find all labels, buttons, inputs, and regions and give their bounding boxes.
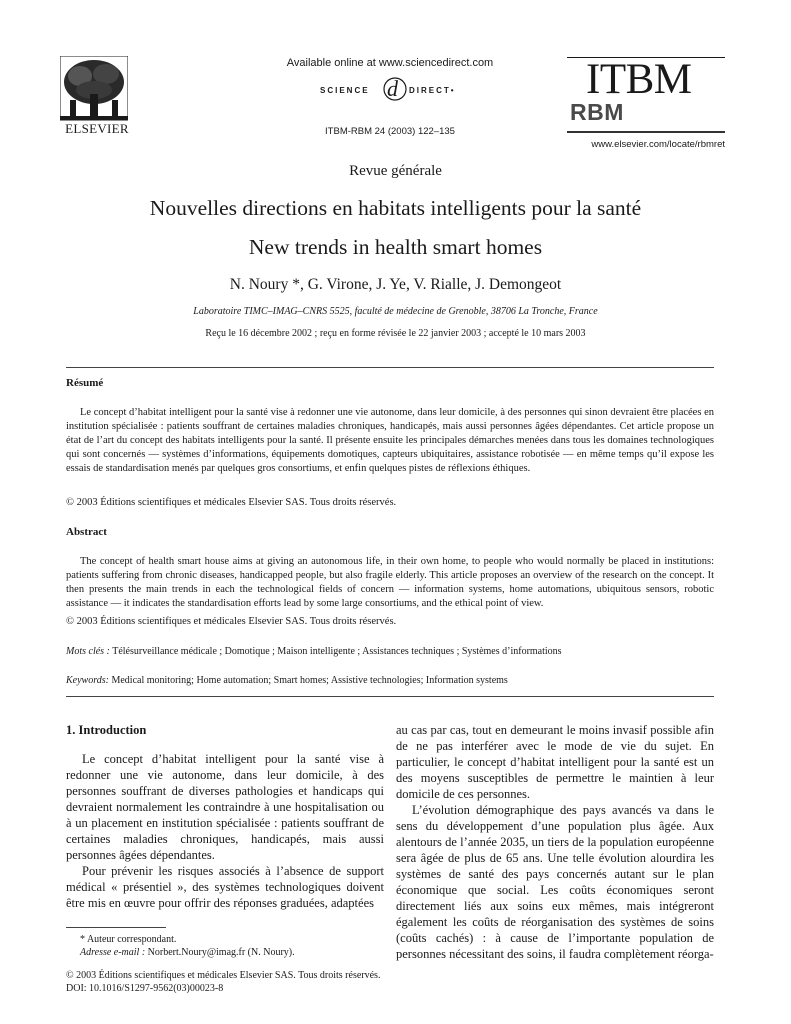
divider bbox=[66, 696, 714, 697]
body-paragraph-continued: au cas par cas, tout en demeurant le moins invasif possible afin de ne pas interférer avec le mode de vie du sujet. En particulier, le concept d’habitat intelligent pour la santé est un des moyens susceptibles de permettre le maintien à leur domicile de ces personnes. bbox=[396, 723, 714, 801]
section-heading-introduction: 1. Introduction bbox=[66, 723, 147, 737]
email-label: Adresse e-mail : bbox=[80, 947, 146, 958]
keywords-fr-values: Télésurveillance médicale ; Domotique ; Maison intelligente ; Assistances techniques ; Systèmes d’informations bbox=[112, 646, 562, 657]
body-column-left bbox=[66, 722, 384, 911]
footnote-email bbox=[66, 946, 384, 960]
svg-text:d: d bbox=[387, 76, 398, 101]
svg-text:DIRECT•: DIRECT• bbox=[409, 86, 456, 95]
svg-text:SCIENCE: SCIENCE bbox=[320, 86, 370, 95]
article-title-fr: Nouvelles directions en habitats intelligents pour la santé bbox=[149, 196, 642, 220]
page-copyright: © 2003 Éditions scientifiques et médicales Elsevier SAS. Tous droits réservés. bbox=[66, 970, 381, 981]
body-paragraph: Le concept d’habitat intelligent pour la santé vise à redonner une vie autonome, dans leur domicile, à des personnes souffrant de diverses pathologies et handicaps qui devraient normalement les contraindre à une hospitalisation ou à un placement en institution spécialisée : patients souffrant de certaines maladies chroniques, handicapés, mais aussi personnes âgées dépendantes. bbox=[66, 752, 384, 862]
article-dates: Reçu le 16 décembre 2002 ; reçu en forme révisée le 22 janvier 2003 ; accepté le 10 mars 2003 bbox=[205, 328, 586, 339]
email-value[interactable]: Norbert.Noury@imag.fr (N. Noury). bbox=[147, 947, 295, 958]
footnote-corresponding-author: * Auteur correspondant. bbox=[80, 934, 177, 945]
abstract-heading: Abstract bbox=[66, 526, 107, 538]
article-category: Revue générale bbox=[349, 163, 442, 179]
journal-name-itbm: ITBM bbox=[586, 56, 692, 103]
resume-copyright: © 2003 Éditions scientifiques et médicales Elsevier SAS. Tous droits réservés. bbox=[66, 497, 397, 508]
body-paragraph: Pour prévenir les risques associés à l’absence de support médical « présentiel », des systèmes technologiques doivent être mis en œuvre pour offrir des réponses graduées, adaptées bbox=[66, 864, 384, 910]
footnote-rule bbox=[66, 927, 166, 928]
journal-name-rbm: RBM bbox=[570, 99, 624, 125]
divider bbox=[66, 367, 714, 368]
author-list: N. Noury *, G. Virone, J. Ye, V. Rialle, J. Demongeot bbox=[229, 276, 562, 293]
publisher-name: ELSEVIER bbox=[65, 121, 129, 136]
abstract-copyright: © 2003 Éditions scientifiques et médicales Elsevier SAS. Tous droits réservés. bbox=[66, 616, 397, 627]
sciencedirect-logo bbox=[318, 76, 468, 102]
available-online-text: Available online at www.sciencedirect.com bbox=[286, 57, 494, 69]
keywords-en-values: Medical monitoring; Home automation; Smart homes; Assistive technologies; Information systems bbox=[111, 675, 508, 686]
header-rule-bottom bbox=[567, 131, 725, 133]
doi-link[interactable]: DOI: 10.1016/S1297-9562(03)00023-8 bbox=[66, 983, 224, 994]
keywords-en-label: Keywords: bbox=[66, 675, 109, 686]
body-paragraph: L’évolution démographique des pays avancés va dans le sens du développement d’une population plus âgée. Aux alentours de l’année 2035, un tiers de la population européenne sera âgée de plus de 65 ans. Une telle évolution alourdira les systèmes de santé des pays concernés autant sur le plan économique que social. Les coûts économiques seront directement liés aux soins eux mêmes, mais intégreront également les coûts de réorganisation des systèmes de soins (coûts cachés) : à cause de l’importante population de personnes nécessitant des soins, il faudra complètement réorga- bbox=[396, 803, 714, 961]
author-affiliation: Laboratoire TIMC–IMAG–CNRS 5525, faculté de médecine de Grenoble, 38706 La Tronche, France bbox=[193, 306, 598, 317]
keywords-en bbox=[66, 674, 714, 688]
article-title-en: New trends in health smart homes bbox=[248, 235, 543, 259]
body-column-right bbox=[396, 722, 714, 962]
abstract-text: The concept of health smart house aims at giving an autonomous life, in their own home, to people who would normally be placed in institutions: patients suffering from chronic diseases, handicapped people, but also fragile elderly. This article proposes an overview of the research on the concept. It then presents the main trends in each the technological fields of concern — information systems, home automations, ubiquitous sensors, robotic assistance — it indicates the standardisation efforts lead by some large consortiums, and the ethical point of view. bbox=[66, 556, 714, 609]
journal-url-link[interactable]: www.elsevier.com/locate/rbmret bbox=[591, 139, 725, 150]
journal-reference: ITBM-RBM 24 (2003) 122–135 bbox=[325, 126, 455, 137]
resume-text: Le concept d’habitat intelligent pour la santé vise à redonner une vie autonome, dans leur domicile, à des personnes qui sinon devraient être placées en institution spécialisée : patients souffrant de certaines maladies chroniques, handicapés, mais aussi personnes âgées dépendantes. Cet article propose un état de l’art du concept des habitats intelligents pour la santé. Il présente ensuite les principales démarches menées dans tous les domaines technologiques qui sont concernés — systèmes d’informations, équipements domotiques, capteurs ubiquitaires, assistance robotisée — en même temps qu’il expose les essais de standardisation menés par quelques gros consortiums, et enfin quelques pistes de réflexions éthiques. bbox=[66, 407, 714, 474]
resume-heading: Résumé bbox=[66, 377, 104, 389]
keywords-fr bbox=[66, 645, 714, 659]
keywords-fr-label: Mots clés : bbox=[66, 646, 110, 657]
